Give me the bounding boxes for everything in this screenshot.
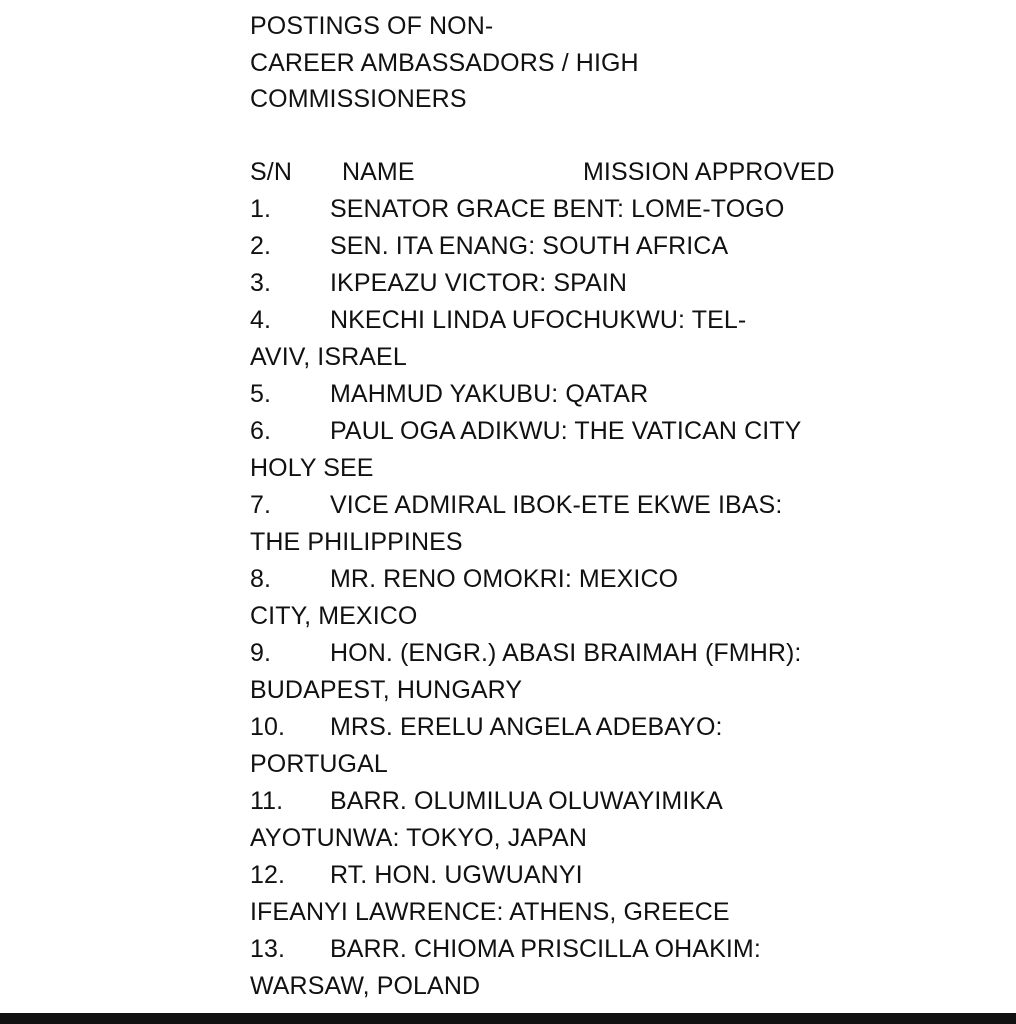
- header-sn: S/N: [250, 157, 292, 186]
- entry-text: MRS. ERELU ANGELA ADEBAYO:: [330, 712, 723, 741]
- list-item: [250, 413, 990, 450]
- entry-text: PAUL OGA ADIKWU: THE VATICAN CITY: [330, 416, 802, 445]
- entry-text: RT. HON. UGWUANYI: [330, 860, 583, 889]
- entry-number: 3.: [250, 268, 272, 297]
- entry-number: 8.: [250, 564, 272, 593]
- entry-text: MR. RENO OMOKRI: MEXICO: [330, 564, 679, 593]
- entry-text: SENATOR GRACE BENT: LOME-TOGO: [330, 194, 785, 223]
- title-line: CAREER AMBASSADORS / HIGH: [250, 48, 639, 77]
- entry-text: MAHMUD YAKUBU: QATAR: [330, 379, 649, 408]
- list-item: [250, 635, 990, 672]
- entry-number: 7.: [250, 490, 272, 519]
- entry-continuation: IFEANYI LAWRENCE: ATHENS, GREECE: [250, 897, 730, 926]
- list-item: [250, 561, 990, 598]
- list-item: [250, 228, 990, 265]
- entry-text: BARR. OLUMILUA OLUWAYIMIKA: [330, 786, 723, 815]
- postings-document: [250, 8, 990, 1005]
- header-name: NAME: [342, 157, 415, 186]
- header-mission: MISSION APPROVED: [583, 157, 835, 186]
- entry-continuation: CITY, MEXICO: [250, 601, 418, 630]
- document-title: [250, 8, 990, 118]
- table-header: [250, 154, 990, 191]
- bottom-bar: [0, 1013, 1016, 1024]
- entry-number: 2.: [250, 231, 272, 260]
- list-item: [250, 709, 990, 746]
- entry-text: VICE ADMIRAL IBOK-ETE EKWE IBAS:: [330, 490, 783, 519]
- entry-number: 6.: [250, 416, 272, 445]
- blank-line: [250, 118, 990, 154]
- entry-text: SEN. ITA ENANG: SOUTH AFRICA: [330, 231, 729, 260]
- list-item: [250, 783, 990, 820]
- entry-continuation: AVIV, ISRAEL: [250, 342, 407, 371]
- list-item: [250, 857, 990, 894]
- entry-text: IKPEAZU VICTOR: SPAIN: [330, 268, 628, 297]
- entry-number: 12.: [250, 860, 286, 889]
- list-item: [250, 265, 990, 302]
- entry-number: 11.: [250, 786, 284, 815]
- list-item: [250, 487, 990, 524]
- entry-continuation: THE PHILIPPINES: [250, 527, 463, 556]
- entry-number: 4.: [250, 305, 272, 334]
- entry-continuation: BUDAPEST, HUNGARY: [250, 675, 523, 704]
- title-line: POSTINGS OF NON-: [250, 12, 494, 40]
- entry-continuation: PORTUGAL: [250, 749, 388, 778]
- entry-number: 9.: [250, 638, 272, 667]
- entries-list: [250, 191, 990, 1005]
- entry-number: 13.: [250, 934, 286, 963]
- entry-number: 5.: [250, 379, 272, 408]
- list-item: [250, 931, 990, 968]
- list-item: [250, 191, 990, 228]
- entry-number: 1.: [250, 194, 272, 223]
- entry-continuation: WARSAW, POLAND: [250, 971, 481, 1000]
- entry-continuation: AYOTUNWA: TOKYO, JAPAN: [250, 823, 587, 852]
- entry-number: 10.: [250, 712, 286, 741]
- entry-text: BARR. CHIOMA PRISCILLA OHAKIM:: [330, 934, 761, 963]
- list-item: [250, 302, 990, 339]
- title-line: COMMISSIONERS: [250, 85, 467, 113]
- list-item: [250, 376, 990, 413]
- entry-text: HON. (ENGR.) ABASI BRAIMAH (FMHR):: [330, 638, 802, 667]
- entry-text: NKECHI LINDA UFOCHUKWU: TEL-: [330, 305, 747, 334]
- entry-continuation: HOLY SEE: [250, 453, 374, 482]
